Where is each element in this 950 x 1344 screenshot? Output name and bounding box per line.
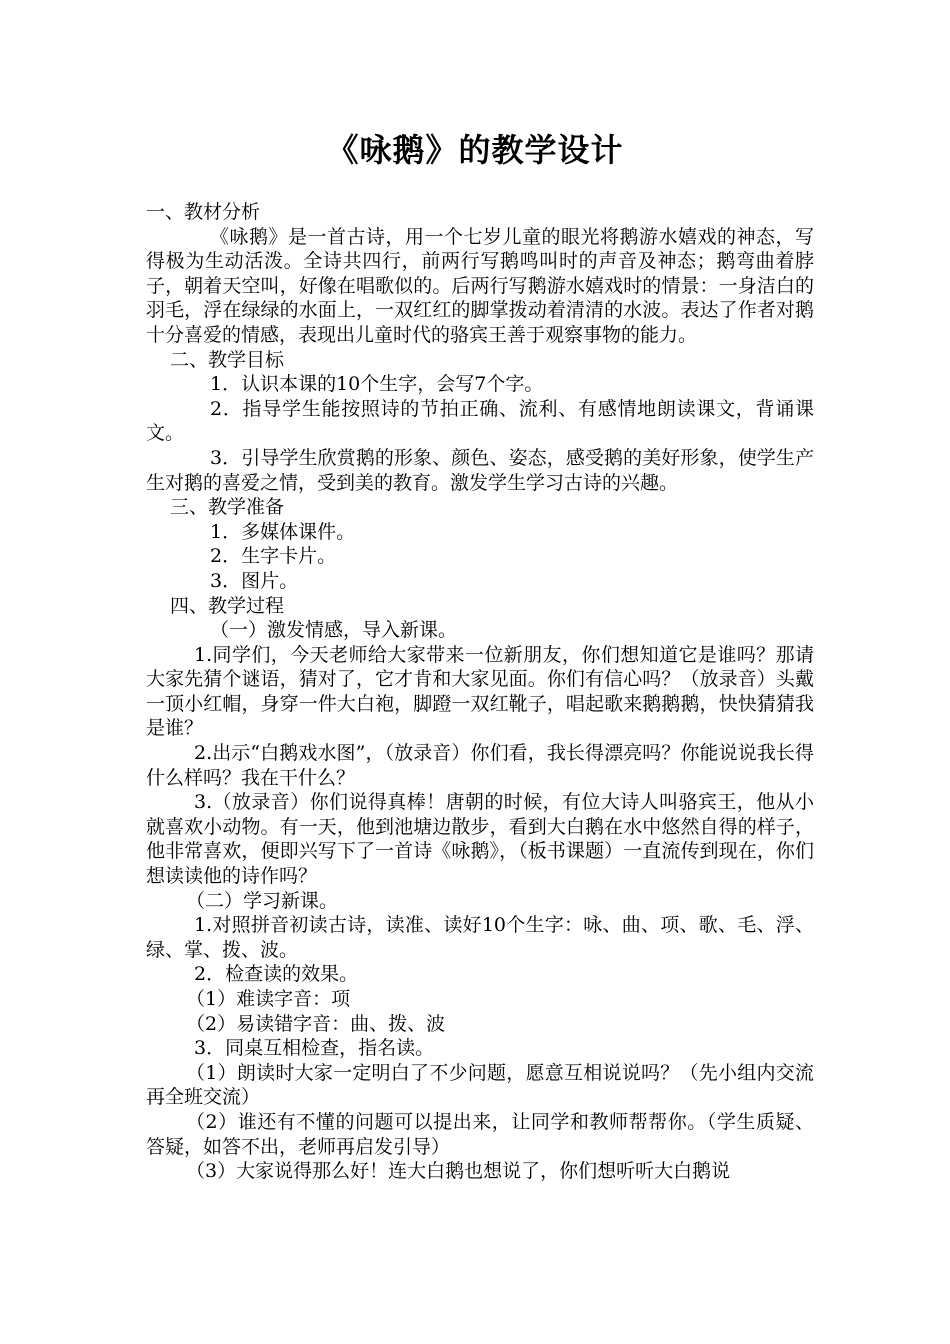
list-item: （3）大家说得那么好！连大白鹅也想说了，你们想听听大白鹅说 (186, 1160, 731, 1183)
section-heading-4: 四、教学过程 (170, 594, 285, 617)
list-item: 2．生字卡片。 (210, 545, 337, 568)
section-heading-1: 一、教材分析 (146, 201, 261, 223)
list-item: 3．图片。 (210, 569, 299, 592)
list-item: （1）难读字音：项 (186, 988, 351, 1010)
list-item: 1.对照拼音初读古诗，读准、读好10个生字：咏、曲、项、歌、毛、浮、绿、掌、拨、波。 (146, 914, 814, 961)
document-body (146, 200, 814, 1184)
list-item: （2）易读错字音：曲、拨、波 (186, 1012, 446, 1035)
list-item: 2.出示“白鹅戏水图”，（放录音）你们看，我长得漂亮吗？你能说说我长得什么样吗？我在干什么？ (146, 742, 814, 789)
paragraph-material-analysis: 《咏鹅》是一首古诗，用一个七岁儿童的眼光将鹅游水嬉戏的神态，写得极为生动活泼。全诗共四行，前两行写鹅鸣叫时的声音及神态；鹅弯曲着脖子，朝着天空叫，好像在唱歌似的。后两行写鹅游水嬉戏时的情景：一身洁白的羽毛，浮在绿绿的水面上，一双红红的脚掌拨动着清清的水波。表达了作者对鹅十分喜爱的情感，表现出儿童时代的骆宾王善于观察事物的能力。 (146, 225, 814, 346)
list-item: 3.（放录音）你们说得真棒！唐朝的时候，有位大诗人叫骆宾王，他从小就喜欢小动物。有一天，他到池塘边散步，看到大白鹅在水中悠然自得的样子，他非常喜欢，便即兴写下了一首诗《咏鹅》，（板书课题）一直流传到现在，你们想读读他的诗作吗？ (146, 791, 814, 888)
subsection-heading-2: （二）学习新课。 (186, 889, 339, 912)
list-item: （2）谁还有不懂的问题可以提出来，让同学和教师帮帮你。（学生质疑、答疑，如答不出，老师再启发引导） (146, 1110, 814, 1158)
list-item: 1．认识本课的10个生字，会写7个字。 (210, 373, 544, 396)
list-item: 3．同桌互相检查，指名读。 (194, 1037, 435, 1060)
section-heading-2: 二、教学目标 (170, 348, 285, 371)
list-item: 3．引导学生欣赏鹅的形象、颜色、姿态，感受鹅的美好形象，使学生产生对鹅的喜爱之情，受到美的教育。激发学生学习古诗的兴趣。 (146, 446, 814, 494)
subsection-heading-1: （一）激发情感，导入新课。 (210, 619, 458, 642)
list-item: （1）朗读时大家一定明白了不少问题，愿意互相说说吗？（先小组内交流再全班交流） (146, 1061, 814, 1109)
list-item: 2．检查读的效果。 (194, 963, 359, 986)
list-item: 1．多媒体课件。 (210, 520, 356, 543)
list-item: 1.同学们，今天老师给大家带来一位新朋友，你们想知道它是谁吗？那请大家先猜个谜语，猜对了，它才肯和大家见面。你们有信心吗？（放录音）头戴一顶小红帽，身穿一件大白袍，脚蹬一双红靴子，唱起歌来鹅鹅鹅，快快猜猜我是谁？ (146, 643, 814, 740)
section-heading-3: 三、教学准备 (170, 496, 285, 519)
document-title: 《咏鹅》的教学设计 (326, 131, 624, 169)
list-item: 2．指导学生能按照诗的节拍正确、流利、有感情地朗读课文，背诵课文。 (146, 397, 814, 445)
